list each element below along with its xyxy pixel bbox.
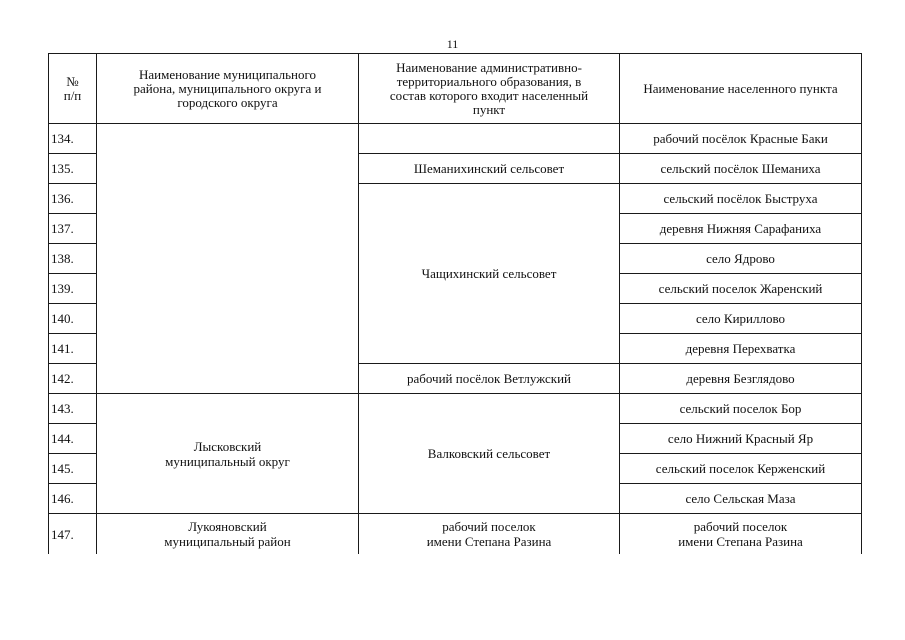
settlement-cell: деревня Перехватка bbox=[620, 334, 862, 364]
row-number: 141. bbox=[49, 334, 97, 364]
admin-unit-cell: Шеманихинский сельсовет bbox=[359, 154, 620, 184]
row-number: 139. bbox=[49, 274, 97, 304]
settlement-cell: сельский поселок Бор bbox=[620, 394, 862, 424]
table-row bbox=[49, 514, 862, 555]
row-number: 146. bbox=[49, 484, 97, 514]
settlement-cell: рабочий посёлок Красные Баки bbox=[620, 124, 862, 154]
row-number: 144. bbox=[49, 424, 97, 454]
settlement-cell: рабочий поселок имени Степана Разина bbox=[620, 514, 862, 555]
settlement-cell: сельский поселок Керженский bbox=[620, 454, 862, 484]
settlement-cell: деревня Нижняя Сарафаниха bbox=[620, 214, 862, 244]
settlement-cell: село Нижний Красный Яр bbox=[620, 424, 862, 454]
admin-unit-cell: рабочий поселок имени Степана Разина bbox=[359, 514, 620, 555]
row-number: 137. bbox=[49, 214, 97, 244]
row-number: 138. bbox=[49, 244, 97, 274]
header-admin-unit: Наименование административно- территориального образования, в состав которого входит населенный пункт bbox=[359, 54, 620, 124]
table-header-row bbox=[49, 54, 862, 124]
page-number: 11 bbox=[446, 37, 459, 51]
table-row bbox=[49, 394, 862, 424]
row-number: 134. bbox=[49, 124, 97, 154]
row-number: 143. bbox=[49, 394, 97, 424]
settlement-cell: сельский поселок Жаренский bbox=[620, 274, 862, 304]
district-cell: Лысковский муниципальный округ bbox=[97, 394, 359, 514]
settlement-cell: село Кириллово bbox=[620, 304, 862, 334]
row-number: 145. bbox=[49, 454, 97, 484]
settlement-cell: село Ядрово bbox=[620, 244, 862, 274]
admin-unit-cell-empty bbox=[359, 124, 620, 154]
admin-unit-cell: Валковский сельсовет bbox=[359, 394, 620, 514]
district-cell: Лукояновский муниципальный район bbox=[97, 514, 359, 555]
row-number: 147. bbox=[49, 514, 97, 555]
settlement-cell: сельский посёлок Шеманиха bbox=[620, 154, 862, 184]
row-number: 142. bbox=[49, 364, 97, 394]
admin-unit-cell: рабочий посёлок Ветлужский bbox=[359, 364, 620, 394]
settlements-table bbox=[48, 53, 862, 554]
row-number: 135. bbox=[49, 154, 97, 184]
admin-unit-cell: Чащихинский сельсовет bbox=[359, 184, 620, 364]
row-number: 136. bbox=[49, 184, 97, 214]
header-number: № п/п bbox=[49, 54, 97, 124]
settlement-cell: деревня Безглядово bbox=[620, 364, 862, 394]
settlement-cell: сельский посёлок Быструха bbox=[620, 184, 862, 214]
row-number: 140. bbox=[49, 304, 97, 334]
district-cell-empty bbox=[97, 124, 359, 394]
table-row bbox=[49, 124, 862, 154]
header-settlement: Наименование населенного пункта bbox=[620, 54, 862, 124]
header-district: Наименование муниципального района, муниципального округа и городского округа bbox=[97, 54, 359, 124]
settlement-cell: село Сельская Маза bbox=[620, 484, 862, 514]
